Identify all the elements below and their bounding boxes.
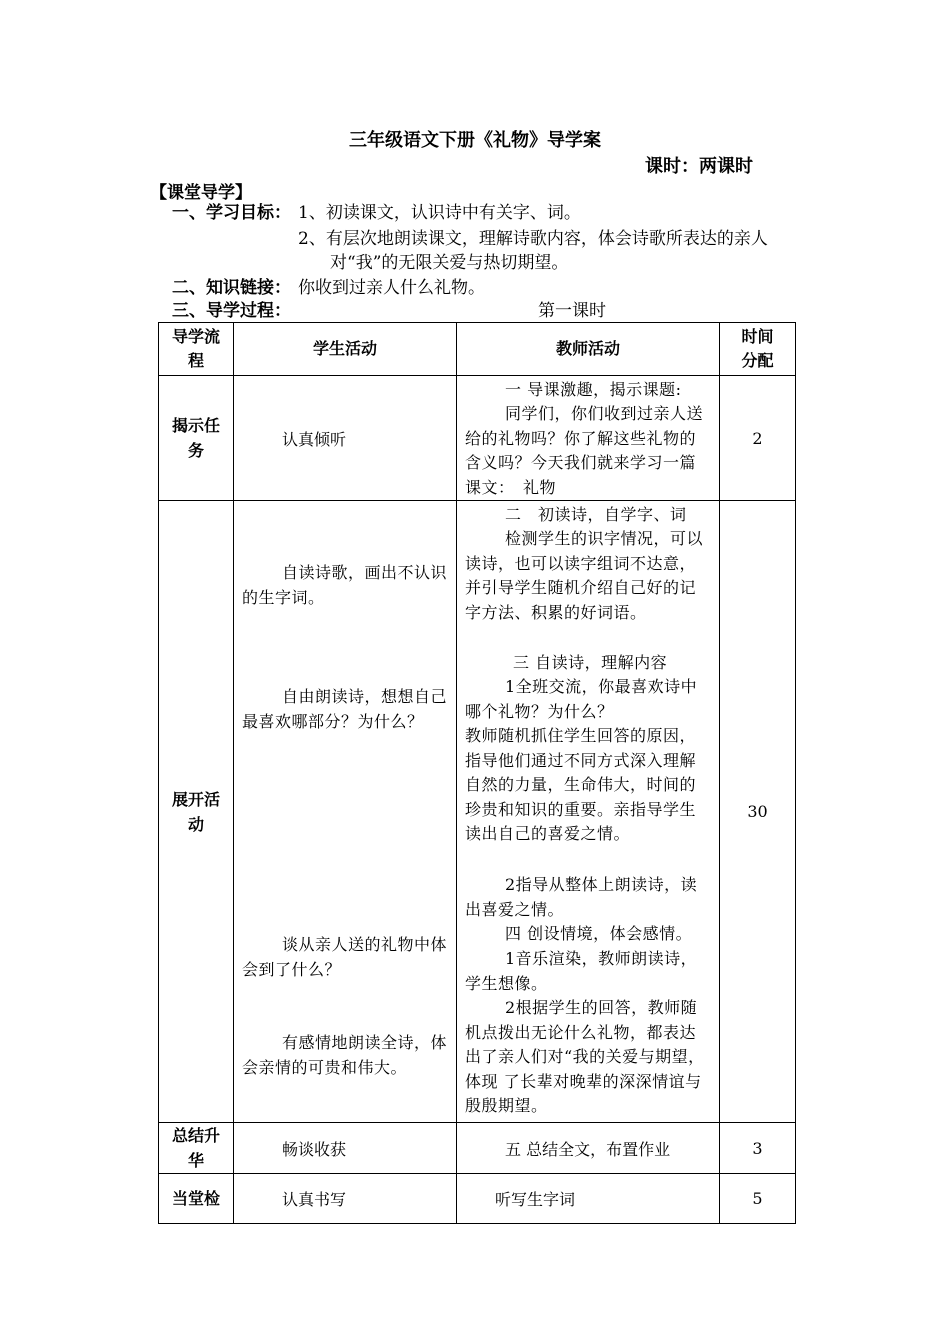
student-text: 自由朗读诗，想想自己最喜欢哪部分？为什么？	[242, 687, 448, 731]
link-label: 二、知识链接：	[172, 278, 291, 298]
lesson-label: 第一课时	[538, 301, 606, 321]
lesson-plan-table	[158, 322, 796, 1224]
header-time: 时间分配	[720, 323, 796, 376]
teacher-text: 2根据学生的回答，教师随机点拨出无论什么礼物，都表达出了亲人们对“我的关爱与期望， 体现 了长辈对晚辈的深深情谊与殷殷期望。	[465, 998, 705, 1115]
teacher-cell: 五 总结全文，布置作业	[457, 1123, 720, 1174]
teacher-text: 四 创设情境，体会感情。	[505, 924, 693, 943]
table-row	[159, 501, 796, 1123]
stage-cell: 当堂检	[159, 1174, 234, 1224]
goal-2-line1: 2、有层次地朗读课文，理解诗歌内容，体会诗歌所表达的亲人	[298, 229, 768, 249]
page-title: 三年级语文下册《礼物》导学案	[349, 130, 601, 151]
teacher-text: 二 初读诗，自学字、词	[505, 505, 687, 524]
teacher-cell: 听写生字词	[457, 1174, 720, 1224]
goal-2-line2: 对“我”的无限关爱与热切期望。	[330, 253, 569, 273]
link-text: 你收到过亲人什么礼物。	[298, 278, 485, 298]
teacher-text: 同学们，你们收到过亲人送给的礼物吗？你了解这些礼物的含义吗？今天我们就来学习一篇课文： 礼物	[465, 404, 704, 497]
student-text: 自读诗歌，画出不认识的生字词。	[242, 563, 448, 607]
stage-cell: 总结升华	[159, 1123, 234, 1174]
section-heading: 【课堂导学】	[150, 183, 252, 203]
table-row	[159, 1174, 796, 1224]
table-row	[159, 1123, 796, 1174]
time-cell: 3	[720, 1123, 796, 1174]
teacher-text: 一 导课激趣，揭示课题:	[505, 380, 682, 399]
stage-cell: 揭示任务	[159, 376, 234, 501]
student-cell: 认真书写	[234, 1174, 457, 1224]
goal-1: 1、初读课文，认识诗中有关字、词。	[298, 203, 581, 223]
teacher-text: 三 自读诗，理解内容	[513, 653, 668, 672]
teacher-text: 2指导从整体上朗读诗，读出喜爱之情。	[465, 875, 698, 919]
time-cell: 30	[720, 501, 796, 1123]
table-row	[159, 376, 796, 501]
stage-cell: 展开活动	[159, 501, 234, 1123]
teacher-text: 1音乐渲染，教师朗读诗，学生想像。	[465, 949, 698, 993]
teacher-text: 检测学生的识字情况，可以读诗，也可以读字组词不达意，并引导学生随机介绍自己好的记字方法、积累的好词语。	[465, 529, 704, 622]
time-cell: 2	[720, 376, 796, 501]
teacher-cell	[457, 501, 720, 1123]
lesson-period: 课时：两课时	[645, 156, 753, 177]
table-header-row	[159, 323, 796, 376]
header-student: 学生活动	[234, 323, 457, 376]
header-teacher: 教师活动	[457, 323, 720, 376]
student-text: 谈从亲人送的礼物中体会到了什么？	[242, 935, 448, 979]
teacher-cell	[457, 376, 720, 501]
time-cell: 5	[720, 1174, 796, 1224]
student-cell: 认真倾听	[234, 376, 457, 501]
student-cell	[234, 501, 457, 1123]
header-stage: 导学流程	[159, 323, 234, 376]
student-text: 有感情地朗读全诗，体会亲情的可贵和伟大。	[242, 1033, 448, 1077]
teacher-text: 1全班交流，你最喜欢诗中哪个礼物？为什么？	[465, 677, 698, 721]
goals-label: 一、学习目标：	[172, 203, 291, 223]
teacher-text: 教师随机抓住学生回答的原因，指导他们通过不同方式深入理解自然的力量，生命伟大，时间的珍贵和知识的重要。亲指导学生读出自己的喜爱之情。	[465, 726, 697, 843]
student-cell: 畅谈收获	[234, 1123, 457, 1174]
process-label: 三、导学过程：	[172, 301, 291, 321]
